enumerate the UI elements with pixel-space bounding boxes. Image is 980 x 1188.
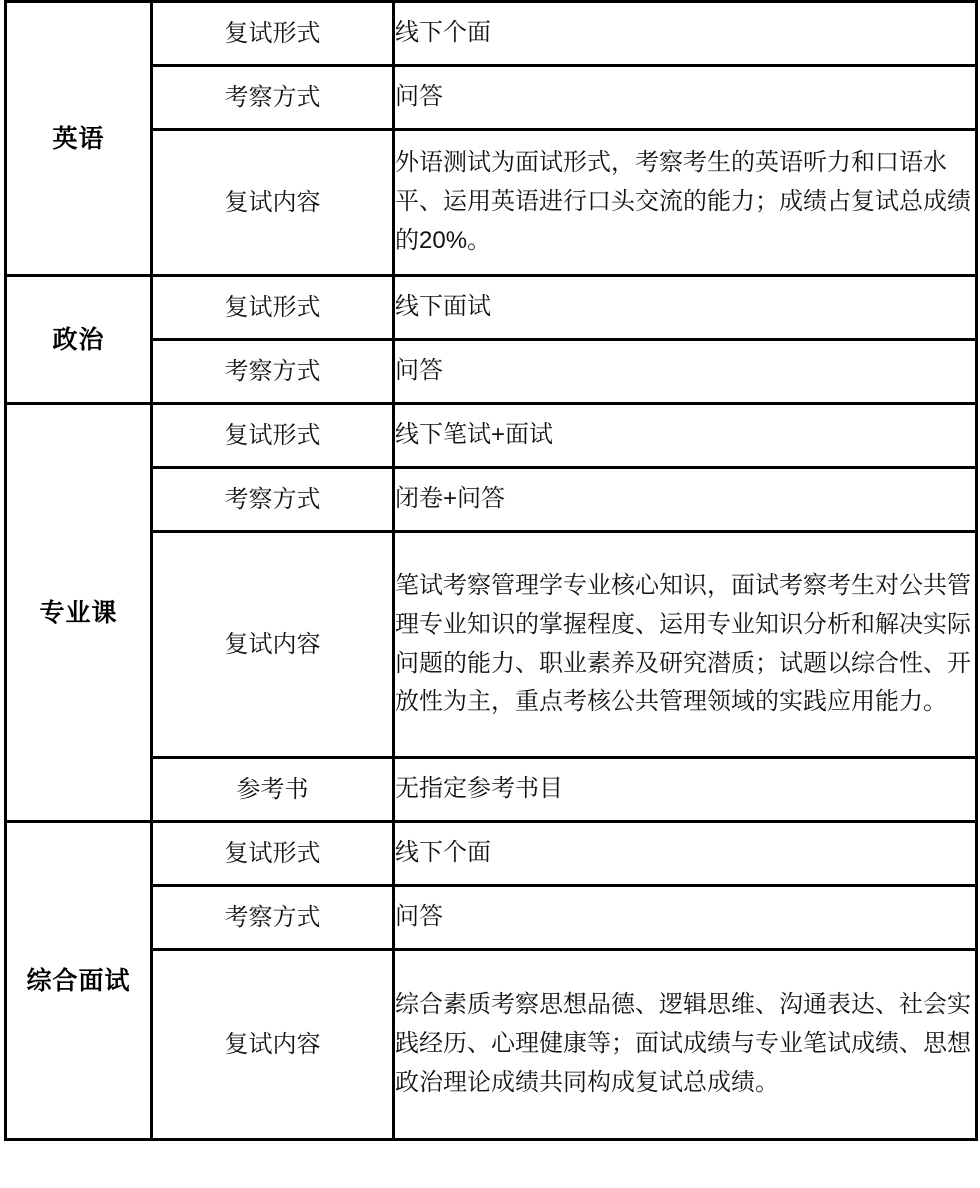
table-row [6,950,977,1140]
field-label-cell: 考察方式 [152,468,394,532]
field-value-cell: 线下个面 [394,822,977,886]
field-label-cell: 考察方式 [152,66,394,130]
table-row [6,404,977,468]
table-row [6,130,977,276]
field-label-cell: 复试形式 [152,276,394,340]
field-value-cell: 外语测试为面试形式，考察考生的英语听力和口语水平、运用英语进行口头交流的能力；成绩占复试总成绩的20%。 [394,130,977,276]
field-value-cell: 线下面试 [394,276,977,340]
field-label-cell: 复试形式 [152,2,394,66]
field-label-cell: 复试内容 [152,950,394,1140]
field-value-cell: 线下个面 [394,2,977,66]
recheck-arrangement-table [4,0,978,1141]
table-row [6,2,977,66]
table-row [6,340,977,404]
field-value-cell: 笔试考察管理学专业核心知识，面试考察考生对公共管理专业知识的掌握程度、运用专业知识分析和解决实际问题的能力、职业素养及研究潜质；试题以综合性、开放性为主，重点考核公共管理领域的实践应用能力。 [394,532,977,758]
field-value-cell: 闭卷+问答 [394,468,977,532]
field-value-cell: 无指定参考书目 [394,758,977,822]
subject-label-cell: 英语 [6,2,152,276]
table-row [6,468,977,532]
field-value-cell: 综合素质考察思想品德、逻辑思维、沟通表达、社会实践经历、心理健康等；面试成绩与专业笔试成绩、思想政治理论成绩共同构成复试总成绩。 [394,950,977,1140]
subject-label-cell: 政治 [6,276,152,404]
field-label-cell: 复试内容 [152,532,394,758]
table-row [6,276,977,340]
field-value-cell: 线下笔试+面试 [394,404,977,468]
field-value-cell: 问答 [394,886,977,950]
table-row [6,532,977,758]
field-label-cell: 复试形式 [152,822,394,886]
table-row [6,822,977,886]
field-label-cell: 复试形式 [152,404,394,468]
field-label-cell: 考察方式 [152,340,394,404]
field-label-cell: 考察方式 [152,886,394,950]
subject-label-cell: 综合面试 [6,822,152,1140]
field-label-cell: 参考书 [152,758,394,822]
table-row [6,886,977,950]
field-value-cell: 问答 [394,340,977,404]
field-label-cell: 复试内容 [152,130,394,276]
table-row [6,66,977,130]
table-row [6,758,977,822]
table-body [6,2,977,1140]
subject-label-cell: 专业课 [6,404,152,822]
field-value-cell: 问答 [394,66,977,130]
